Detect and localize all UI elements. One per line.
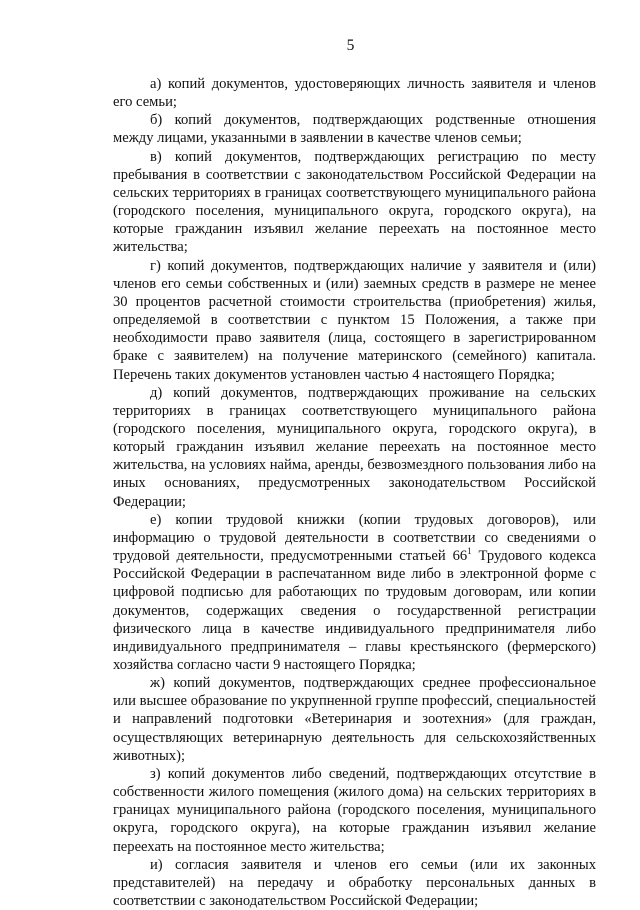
list-item-v: в) копий документов, подтверждающих регистрацию по месту пребывания в соответствии с законодательством Российской Федерации на сельских территориях в границах соответствующего муниципального района (городского поселения, муниципального округа, городского округа), на которые гражданин изъявил желание переехать на постоянное место жительства; (113, 148, 596, 256)
list-item-e (113, 511, 596, 674)
list-item-g: г) копий документов, подтверждающих наличие у заявителя и (или) членов его семьи собственных и (или) заемных средств в размере не менее 30 процентов расчетной стоимости строительства (приобретения) жилья, определяемой в соответствии с пунктом 15 Положения, а также при необходимости право заявителя (лица, состоящего в зарегистрированном браке с заявителем) на получение материнского (семейного) капитала. Перечень таких документов установлен частью 4 настоящего Порядка; (113, 257, 596, 383)
list-item-z: з) копий документов либо сведений, подтверждающих отсутствие в собственности жилого помещения (жилого дома) на сельских территориях в границах муниципального района (городского поселения, муниципального округа, городского округа), на которые гражданин изъявил желание переехать на постоянное место жительства; (113, 765, 596, 855)
list-item-e-text-after: Трудового кодекса Российской Федерации в распечатанном виде либо в электронной форме с цифровой подписью для работающих по трудовым договорам, или копии документов, содержащих сведения о государственной регистрации физического лица в качестве индивидуального предпринимателя либо индивидуального предпринимателя – главы крестьянского (фермерского) хозяйства согласно части 9 настоящего Порядка; (113, 548, 596, 673)
article-superscript: 1 (467, 546, 472, 557)
list-item-i: и) согласия заявителя и членов его семьи (или их законных представителей) на передачу и обработку персональных данных в соответствии с законодательством Российской Федерации; (113, 856, 596, 910)
list-item-d: д) копий документов, подтверждающих проживание на сельских территориях в границах соответствующего муниципального района (городского поселения, муниципального округа, городского округа), в который гражданин изъявил желание переехать на постоянное место жительства, на условиях найма, аренды, безвозмездного пользования либо на иных основаниях, предусмотренных законодательством Российской Федерации; (113, 384, 596, 510)
list-item-a: а) копий документов, удостоверяющих личность заявителя и членов его семьи; (113, 76, 596, 111)
page-number: 5 (346, 37, 355, 54)
list-item-zh: ж) копий документов, подтверждающих среднее профессиональное или высшее образование по укрупненной группе профессий, специальностей и направлений подготовки «Ветеринария и зоотехния» (для граждан, осуществляющих ветеринарную деятельность для сельскохозяйственных животных); (113, 675, 596, 764)
list-item-b: б) копий документов, подтверждающих родственные отношения между лицами, указанными в заявлении в качестве членов семьи; (113, 112, 596, 147)
list-item-e-text-before: е) копии трудовой книжки (копии трудовых договоров), или информацию о трудовой деятельности в соответствии со сведениями о трудовой деятельности, предусмотренными статьей 66 (113, 511, 596, 565)
